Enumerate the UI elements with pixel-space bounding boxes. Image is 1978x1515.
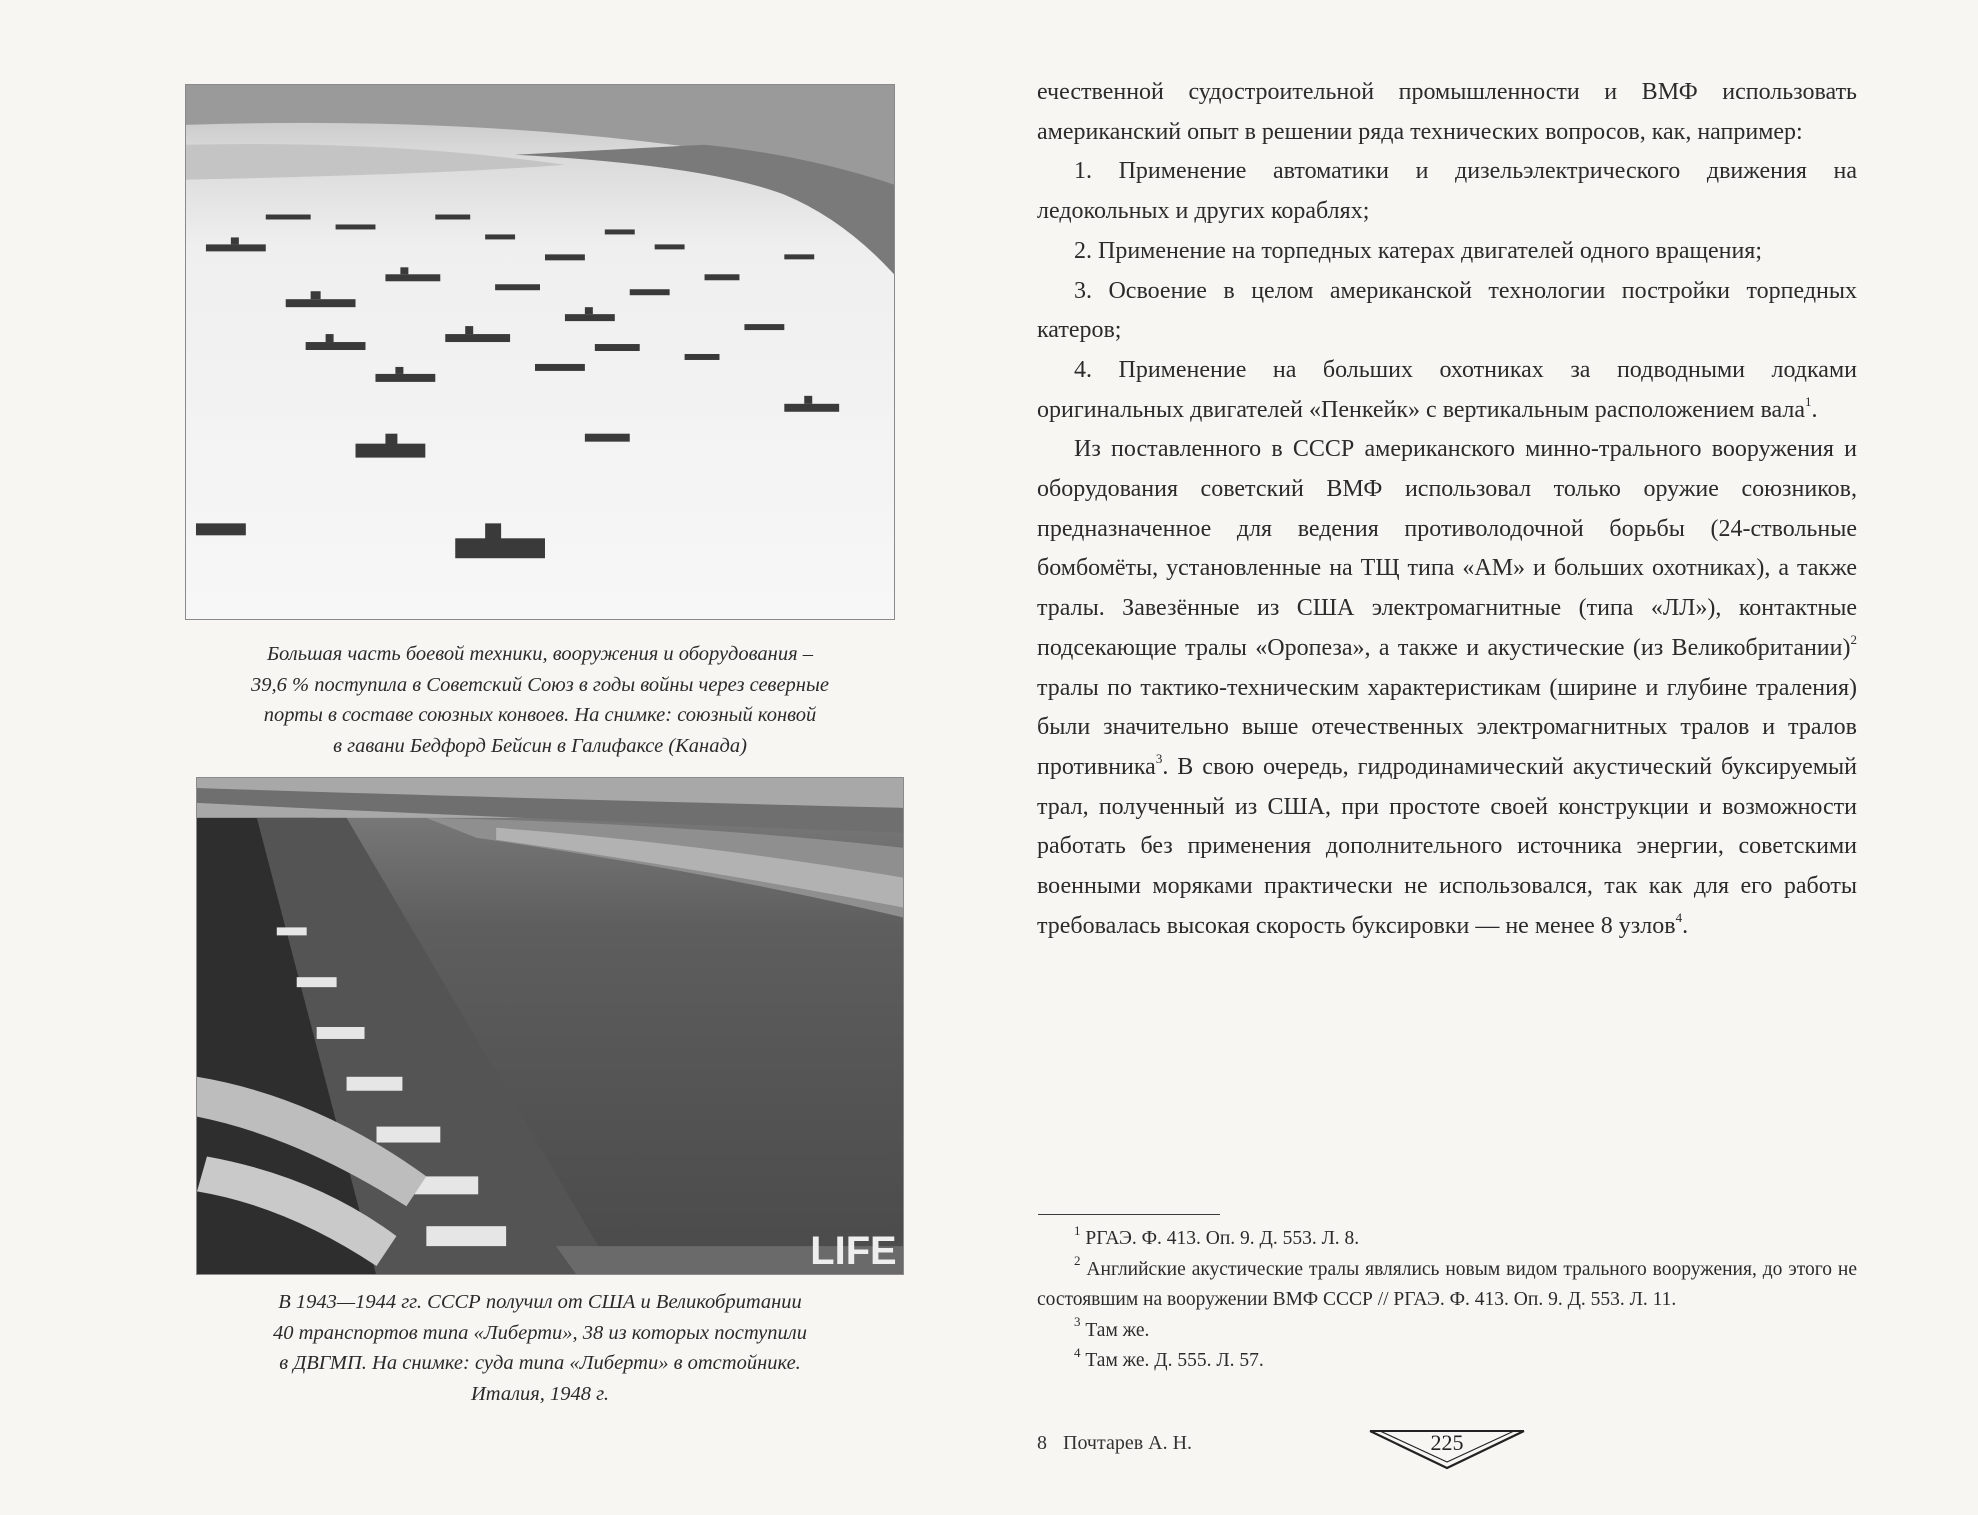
footnote-ref[interactable]: 4: [1675, 909, 1683, 925]
paragraph: ечественной судостроительной промышленности и ВМФ использовать американский опыт в решении ряда технических вопросов, как, например:: [1037, 79, 1857, 145]
footnote-ref[interactable]: 3: [1155, 750, 1163, 766]
footnote-divider: [1038, 1214, 1220, 1215]
list-item: [1037, 351, 1857, 430]
liberty-ships-photo: [196, 777, 904, 1275]
author-name: Почтарев А. Н.: [1063, 1432, 1193, 1454]
list-item: 3. Освоение в целом американской технологии постройки торпедных катеров;: [1037, 277, 1857, 344]
footnote: [1037, 1346, 1857, 1377]
punctuation: .: [1811, 396, 1818, 423]
liberty-ships-caption: [190, 1287, 890, 1409]
convoy-photo-caption: [190, 639, 890, 761]
caption-line: Италия, 1948 г.: [470, 1382, 610, 1405]
footnote-number: 1: [1074, 1222, 1081, 1238]
convoy-harbor-image: [186, 85, 894, 619]
footnote-number: 4: [1074, 1344, 1081, 1360]
footnote-text: Там же.: [1080, 1319, 1150, 1341]
caption-line: 39,6 % поступила в Советский Союз в годы войны через северные: [251, 673, 829, 696]
paragraph-text: Из поставленного в СССР американского минно-трального вооружения и оборудования советский ВМФ использовал только оружие союзников, предназначенное для ведения противолодочной борьбы (24-ствольные бомбомёты, установленные на ТЩ типа «АМ» и больших охотниках), а также тралы. Завезённые из США электромагнитные (типа «ЛЛ»), контактные подсекающие тралы «Оропеза», а также и акустические (из Великобритании): [1037, 436, 1857, 661]
paragraph: [1037, 430, 1857, 946]
footnote: [1037, 1316, 1857, 1347]
footnote-text: РГАЭ. Ф. 413. Оп. 9. Д. 553. Л. 8.: [1080, 1228, 1360, 1249]
list-item-text: 4. Применение на больших охотниках за подводными лодками оригинальных двигателей «Пенкейк» с вертикальным расположением вала: [1037, 356, 1857, 423]
footnote-ref[interactable]: 1: [1804, 393, 1812, 409]
right-page: [985, 0, 1978, 1515]
list-item: 1. Применение автоматики и дизельэлектрического движения на ледокольных и других кораблях;: [1037, 158, 1857, 225]
signature-mark: 8: [1037, 1432, 1047, 1454]
footnotes: [1037, 1224, 1857, 1377]
caption-line: В 1943—1944 гг. СССР получил от США и Великобритании: [278, 1291, 802, 1313]
paragraph-text: тралы по тактико-техническим характеристикам (ширине и глубине траления) были значительно выше отечественных электромагнитных тралов и тралов противника: [1037, 674, 1857, 780]
page-footer: [1037, 1432, 1192, 1455]
caption-line: Большая часть боевой техники, вооружения и оборудования –: [266, 643, 814, 665]
left-page: [0, 0, 985, 1515]
life-watermark: LIFE: [810, 1229, 897, 1274]
convoy-photo: [185, 84, 895, 620]
caption-line: в ДВГМП. На снимке: суда типа «Либерти» в отстойнике.: [279, 1352, 801, 1374]
footnote-ref[interactable]: 2: [1850, 631, 1857, 647]
footnote-text: Там же. Д. 555. Л. 57.: [1080, 1350, 1264, 1371]
punctuation: .: [1682, 912, 1689, 939]
body-text: [1037, 73, 1857, 946]
footnote-number: 3: [1074, 1314, 1081, 1329]
page-number: 225: [1430, 1430, 1464, 1455]
footnote-text: Английские акустические тралы являлись новым видом трального вооружения, до этого не состоявшим на вооружении ВМФ СССР // РГАЭ. Ф. 413. Оп. 9. Д. 553. Л. 11.: [1037, 1258, 1857, 1310]
caption-line: 40 транспортов типа «Либерти», 38 из которых поступили: [273, 1321, 807, 1344]
page-number-badge: [1368, 1428, 1526, 1470]
footnote: [1037, 1255, 1857, 1316]
caption-line: порты в составе союзных конвоев. На снимке: союзный конвой: [263, 704, 817, 726]
liberty-ships-image: [197, 778, 903, 1274]
footnote: [1037, 1224, 1857, 1255]
footnote-number: 2: [1074, 1253, 1081, 1268]
list-item: 2. Применение на торпедных катерах двигателей одного вращения;: [1074, 237, 1762, 264]
paragraph-text: . В свою очередь, гидродинамический акустический буксируемый трал, полученный из США, при простоте своей конструкции и возможности работать без применения дополнительного источника энергии, советскими военными моряками практически не использовался, так как для его работы требовалась высокая скорость буксировки — не менее 8 узлов: [1037, 753, 1857, 939]
caption-line: в гавани Бедфорд Бейсин в Галифаксе (Канада): [333, 734, 747, 757]
